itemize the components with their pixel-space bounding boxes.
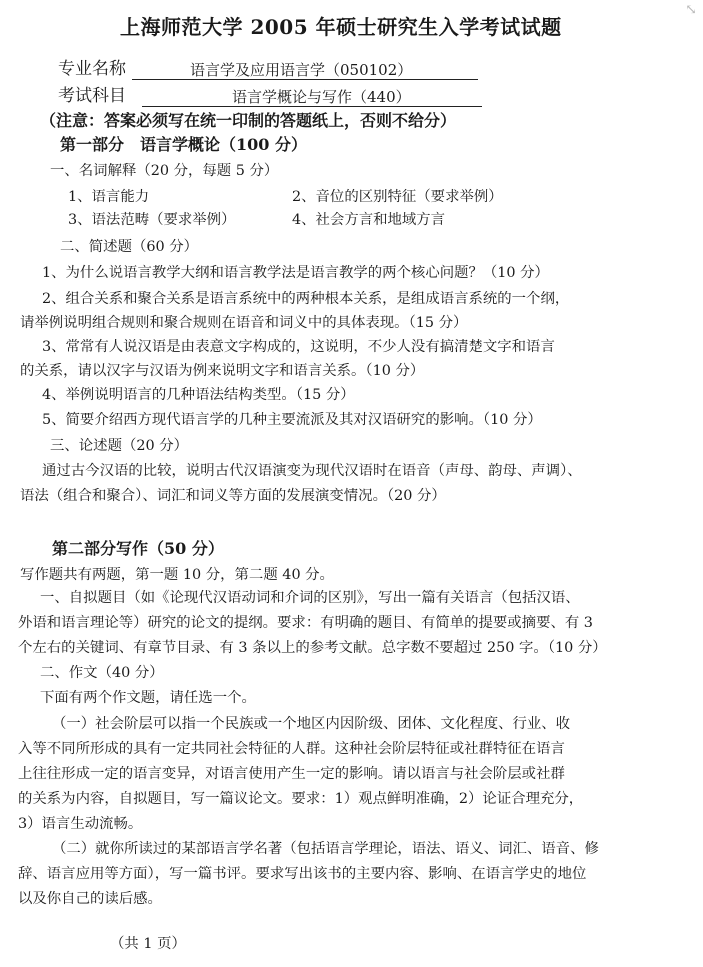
essay-line: 通过古今汉语的比较，说明古代汉语演变为现代汉语时在语音（声母、韵母、声调）、 <box>42 463 582 479</box>
sec3-heading: 三、论述题（20 分） <box>50 438 189 454</box>
exam-title: 上海师范大学 2005 年硕士研究生入学考试试题 <box>120 15 562 39</box>
term-item: 2、音位的区别特征（要求举例） <box>292 189 503 205</box>
expand-icon: ⤡ <box>685 2 697 18</box>
major-value: 语言学及应用语言学（050102） <box>190 61 413 79</box>
option1-line: 上往往形成一定的语言变异，对语言使用产生一定的影响。请以语言与社会阶层或社群 <box>18 766 565 782</box>
q1-line: 一、自拟题目（如《论现代汉语动词和介词的区别》，写出一篇有关语言（包括汉语、 <box>40 590 580 606</box>
subject-underline <box>142 106 482 107</box>
question-line: 5、简要介绍西方现代语言学的几种主要流派及其对汉语研究的影响。（10 分） <box>42 412 542 428</box>
option2-line: 以及你自己的读后感。 <box>18 891 162 907</box>
option1-line: （一）社会阶层可以指一个民族或一个地区内因阶级、团体、文化程度、行业、收 <box>52 716 571 732</box>
sec2-heading: 二、简述题（60 分） <box>60 239 199 255</box>
question-line: 4、举例说明语言的几种语法结构类型。（15 分） <box>42 387 355 403</box>
subject-label: 考试科目 <box>58 86 126 106</box>
major-label: 专业名称 <box>58 59 126 79</box>
q1-line: 个左右的关键词、有章节目录、有 3 条以上的参考文献。总字数不要超过 250 字。（10 分） <box>18 640 607 656</box>
q2-intro: 下面有两个作文题，请任选一个。 <box>40 690 256 706</box>
option2-line: 辞、语言应用等方面），写一篇书评。要求写出该书的主要内容、影响、在语言学史的地位 <box>18 866 587 882</box>
q1-line: 外语和语言理论等）研究的论文的提纲。要求：有明确的题目、有简单的提要或摘要、有 3 <box>18 615 593 631</box>
option1-line: 的关系为内容，自拟题目，写一篇议论文。要求：1）观点鲜明准确，2）论证合理充分， <box>18 791 584 807</box>
question-line: 1、为什么说语言教学大纲和语言教学法是语言教学的两个核心问题？（10 分） <box>42 265 549 281</box>
sec1-heading: 一、名词解释（20 分，每题 5 分） <box>50 163 279 179</box>
term-item: 1、语言能力 <box>68 189 150 205</box>
part1-title: 第一部分 语言学概论（100 分） <box>60 135 307 154</box>
part2-intro: 写作题共有两题，第一题 10 分，第二题 40 分。 <box>20 567 334 583</box>
question-line: 2、组合关系和聚合关系是语言系统中的两种根本关系，是组成语言系统的一个纲， <box>42 291 570 307</box>
question-line: 请举例说明组合规则和聚合规则在语音和词义中的具体表现。（15 分） <box>20 315 468 331</box>
notice: （注意：答案必须写在统一印制的答题纸上，否则不给分） <box>40 111 457 130</box>
subject-value: 语言学概论与写作（440） <box>232 88 411 106</box>
term-item: 3、语法范畴（要求举例） <box>68 212 236 228</box>
major-underline <box>132 79 478 80</box>
question-line: 3、常常有人说汉语是由表意文字构成的，这说明，不少人没有搞清楚文字和语言 <box>42 339 555 355</box>
question-line: 的关系，请以汉字与汉语为例来说明文字和语言关系。（10 分） <box>20 363 425 379</box>
q2-heading: 二、作文（40 分） <box>40 665 164 681</box>
option1-line: 入等不同所形成的具有一定共同社会特征的人群。这种社会阶层特征或社群特征在语言 <box>18 741 565 757</box>
term-item: 4、社会方言和地域方言 <box>292 212 446 228</box>
option2-line: （二）就你所读过的某部语言学名著（包括语言学理论，语法、语义、词汇、语音、修 <box>52 841 599 857</box>
option1-line: 3）语言生动流畅。 <box>18 816 143 832</box>
part2-title: 第二部分写作（50 分） <box>52 539 224 558</box>
page-count: （共 1 页） <box>110 936 186 952</box>
essay-line: 语法（组合和聚合）、词汇和词义等方面的发展演变情况。（20 分） <box>20 488 446 504</box>
